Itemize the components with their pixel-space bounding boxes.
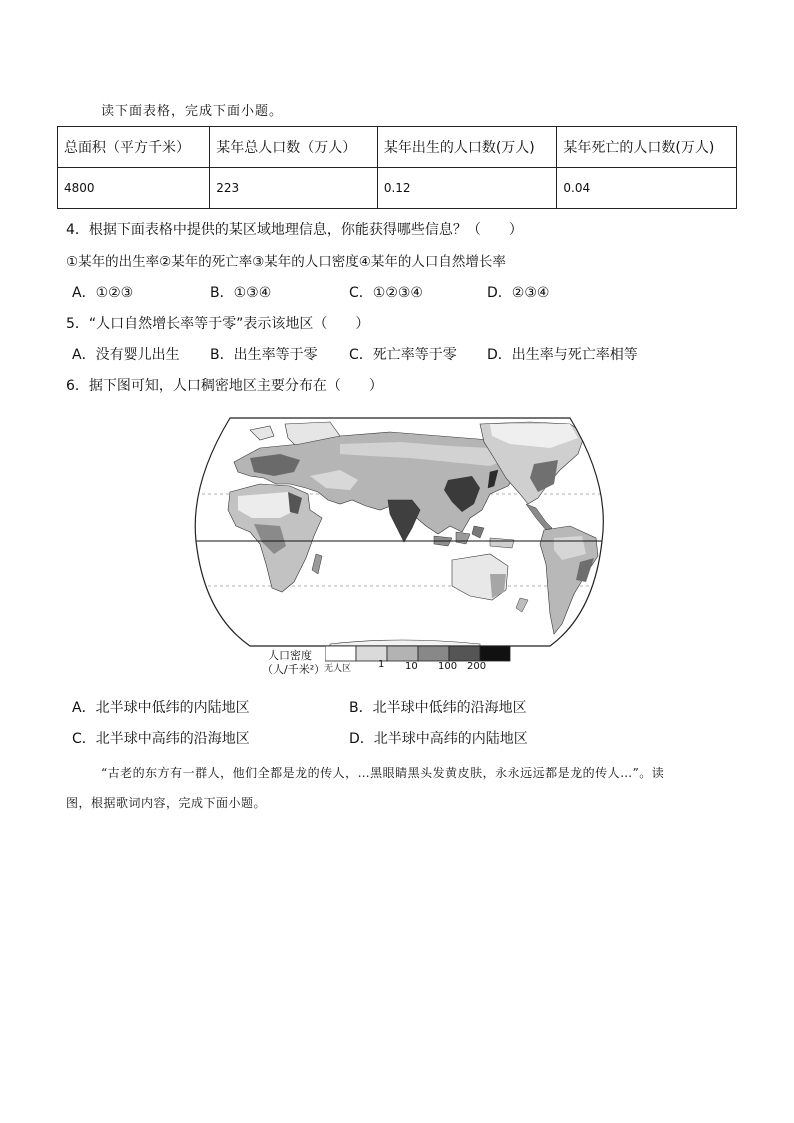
table-cell: 0.12 (377, 168, 557, 209)
legend-title: 人口密度 (268, 649, 312, 662)
question-4-stem: 4．根据下面表格中提供的某区域地理信息，你能获得哪些信息？（ ） (66, 222, 523, 238)
q6-option-a: A．北半球中低纬的内陆地区 (72, 700, 250, 716)
table-row (58, 168, 737, 209)
table-cell: 223 (210, 168, 378, 209)
q4-option-c: C．①②③④ (349, 285, 423, 301)
table-cell: 4800 (58, 168, 210, 209)
q5-option-d: D．出生率与死亡率相等 (487, 347, 638, 363)
q4-option-d: D．②③④ (487, 285, 550, 301)
intro-text: 读下面表格，完成下面小题。 (101, 104, 284, 119)
data-table (57, 126, 737, 209)
legend-tick: 100 (438, 661, 458, 672)
q5-option-a: A．没有婴儿出生 (72, 347, 180, 363)
legend-unit: （人/千米²） (262, 663, 326, 676)
table-header-cell: 某年总人口数（万人） (210, 127, 378, 168)
question-4-items: ①某年的出生率②某年的死亡率③某年的人口密度④某年的人口自然增长率 (66, 254, 506, 270)
q5-option-b: B．出生率等于零 (210, 347, 318, 363)
table-header-cell: 总面积（平方千米） (58, 127, 210, 168)
legend-tick: 200 (467, 661, 487, 672)
table-header-cell: 某年出生的人口数(万人) (377, 127, 557, 168)
table-header-row (58, 127, 737, 168)
legend-tick: 10 (405, 661, 418, 672)
q6-option-d: D．北半球中高纬的内陆地区 (349, 731, 528, 747)
legend-none-label: 无人区 (324, 664, 352, 674)
table-cell: 0.04 (557, 168, 737, 209)
song-prompt-line2: 图，根据歌词内容，完成下面小题。 (66, 796, 267, 810)
question-6-stem: 6．据下图可知，人口稠密地区主要分布在（ ） (66, 378, 383, 394)
q6-option-c: C．北半球中高纬的沿海地区 (72, 731, 250, 747)
q5-option-c: C．死亡率等于零 (349, 347, 457, 363)
q4-option-a: A．①②③ (72, 285, 134, 301)
legend-tick: 1 (378, 659, 385, 670)
song-prompt-line1: “古老的东方有一群人，他们全都是龙的传人，…黑眼睛黑头发黄皮肤，永永远远都是龙的传人…”。读 (101, 766, 665, 780)
world-map-graphic (190, 414, 610, 684)
q4-option-b: B．①③④ (210, 285, 272, 301)
question-5-stem: 5．“人口自然增长率等于零”表示该地区（ ） (66, 316, 370, 332)
table-header-cell: 某年死亡的人口数(万人) (557, 127, 737, 168)
q6-option-b: B．北半球中低纬的沿海地区 (349, 700, 527, 716)
